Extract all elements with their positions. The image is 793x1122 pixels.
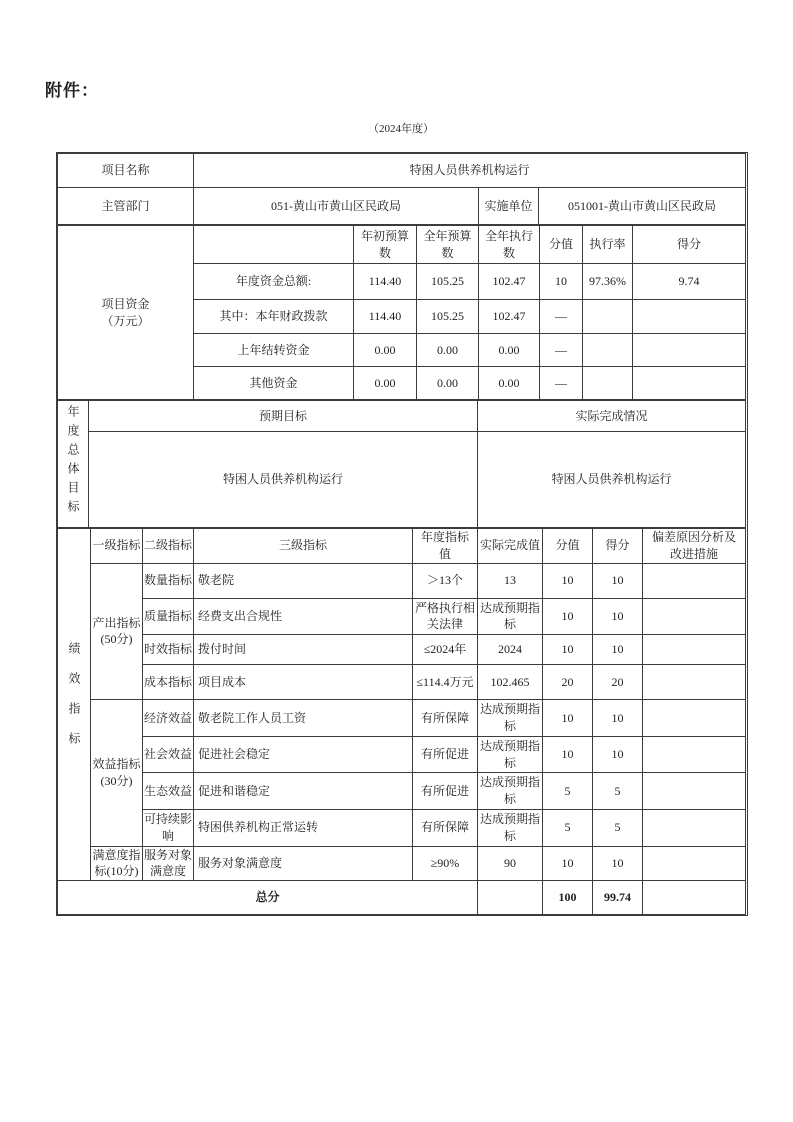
- funding-header-executed: 全年执行数: [479, 226, 540, 264]
- total-points-value: 99.74: [593, 881, 643, 915]
- indicator-actual: 102.465: [478, 665, 543, 700]
- dept-value: 051-黄山市黄山区民政局: [194, 188, 479, 225]
- funding-executed: 102.47: [479, 264, 540, 300]
- expected-goal-header: 预期目标: [89, 401, 478, 432]
- header-points: 得分: [593, 529, 643, 564]
- indicator-actual: 达成预期指标: [478, 773, 543, 810]
- indicator-level2: 数量指标: [143, 563, 194, 598]
- funding-row-label: 年度资金总额:: [194, 264, 354, 300]
- indicator-score: 10: [543, 736, 593, 773]
- indicator-score: 5: [543, 773, 593, 810]
- indicator-target: ≤2024年: [413, 635, 478, 665]
- funding-header-points: 得分: [633, 226, 746, 264]
- indicator-points: 10: [593, 635, 643, 665]
- funding-rate: 97.36%: [583, 264, 633, 300]
- funding-section-label: [58, 226, 194, 400]
- indicator-target: ≤114.4万元: [413, 665, 478, 700]
- funding-header-score: 分值: [540, 226, 583, 264]
- funding-initial-budget: 114.40: [354, 300, 417, 334]
- indicator-level3: 特困供养机构正常运转: [194, 809, 413, 846]
- empty-cell: [478, 881, 543, 915]
- funding-score: —: [540, 334, 583, 367]
- indicator-target: 有所保障: [413, 809, 478, 846]
- funding-initial-budget: 0.00: [354, 334, 417, 367]
- group-benefit-indicators: 效益指标(30分): [91, 700, 143, 846]
- header-level1: 一级指标: [91, 529, 143, 564]
- header-target: 年度指标值: [413, 529, 478, 564]
- empty-cell: [643, 635, 746, 665]
- funding-score: —: [540, 367, 583, 400]
- actual-completion-header: 实际完成情况: [478, 401, 746, 432]
- indicators-table: [57, 528, 746, 915]
- indicator-actual: 达成预期指标: [478, 809, 543, 846]
- impl-unit-label: 实施单位: [479, 188, 539, 225]
- dept-label: 主管部门: [58, 188, 194, 225]
- indicator-points: 10: [593, 598, 643, 635]
- funding-executed: 102.47: [479, 300, 540, 334]
- indicator-score: 10: [543, 635, 593, 665]
- indicator-target: 有所保障: [413, 700, 478, 737]
- project-name-label: 项目名称: [58, 154, 194, 188]
- indicator-level2: 服务对象满意度: [143, 846, 194, 881]
- indicator-score: 5: [543, 809, 593, 846]
- header-actual: 实际完成值: [478, 529, 543, 564]
- empty-cell: [583, 367, 633, 400]
- funding-label-line2: （万元）: [101, 313, 150, 328]
- indicator-level2: 时效指标: [143, 635, 194, 665]
- basic-info-table: [57, 153, 746, 225]
- indicator-level2: 可持续影响: [143, 809, 194, 846]
- empty-cell: [643, 665, 746, 700]
- funding-annual-budget: 105.25: [417, 300, 479, 334]
- indicator-level3: 项目成本: [194, 665, 413, 700]
- empty-cell: [194, 226, 354, 264]
- funding-annual-budget: 105.25: [417, 264, 479, 300]
- indicator-level3: 敬老院: [194, 563, 413, 598]
- empty-cell: [633, 334, 746, 367]
- empty-cell: [643, 563, 746, 598]
- impl-unit-value: 051001-黄山市黄山区民政局: [539, 188, 746, 225]
- indicator-actual: 达成预期指标: [478, 598, 543, 635]
- indicator-level2: 经济效益: [143, 700, 194, 737]
- empty-cell: [583, 334, 633, 367]
- indicator-score: 20: [543, 665, 593, 700]
- indicator-level3: 经费支出合规性: [194, 598, 413, 635]
- indicator-actual: 90: [478, 846, 543, 881]
- indicator-level3: 促进和谐稳定: [194, 773, 413, 810]
- header-level3: 三级指标: [194, 529, 413, 564]
- funding-executed: 0.00: [479, 367, 540, 400]
- indicator-target: 有所促进: [413, 773, 478, 810]
- funding-row-label: 其中：本年财政拨款: [194, 300, 354, 334]
- indicator-points: 5: [593, 773, 643, 810]
- indicators-vertical-text: 绩效指标: [67, 642, 81, 763]
- indicator-points: 10: [593, 563, 643, 598]
- header-score: 分值: [543, 529, 593, 564]
- indicator-level2: 生态效益: [143, 773, 194, 810]
- indicator-points: 20: [593, 665, 643, 700]
- funding-label-line1: 项目资金: [101, 296, 150, 311]
- indicator-level3: 拨付时间: [194, 635, 413, 665]
- funding-header-rate: 执行率: [583, 226, 633, 264]
- indicator-level3: 敬老院工作人员工资: [194, 700, 413, 737]
- empty-cell: [643, 773, 746, 810]
- actual-completion-value: 特困人员供养机构运行: [478, 432, 746, 528]
- funding-annual-budget: 0.00: [417, 367, 479, 400]
- indicator-target: 严格执行相关法律: [413, 598, 478, 635]
- indicator-score: 10: [543, 700, 593, 737]
- project-name-value: 特困人员供养机构运行: [194, 154, 746, 188]
- empty-cell: [643, 598, 746, 635]
- funding-header-annual-budget: 全年预算数: [417, 226, 479, 264]
- indicator-level3: 促进社会稳定: [194, 736, 413, 773]
- funding-initial-budget: 0.00: [354, 367, 417, 400]
- empty-cell: [643, 846, 746, 881]
- funding-initial-budget: 114.40: [354, 264, 417, 300]
- funding-header-initial-budget: 年初预算数: [354, 226, 417, 264]
- funding-executed: 0.00: [479, 334, 540, 367]
- indicator-actual: 达成预期指标: [478, 736, 543, 773]
- header-deviation: 偏差原因分析及改进措施: [643, 529, 746, 564]
- funding-annual-budget: 0.00: [417, 334, 479, 367]
- indicator-score: 10: [543, 598, 593, 635]
- empty-cell: [633, 367, 746, 400]
- indicator-points: 10: [593, 846, 643, 881]
- empty-cell: [643, 700, 746, 737]
- empty-cell: [643, 881, 746, 915]
- indicator-level2: 成本指标: [143, 665, 194, 700]
- indicator-score: 10: [543, 846, 593, 881]
- annual-goal-vertical-text: 年度总体目标: [66, 404, 80, 519]
- indicators-section-label: [58, 529, 91, 881]
- indicator-target: 有所促进: [413, 736, 478, 773]
- group-output-indicators: 产出指标(50分): [91, 563, 143, 700]
- indicator-points: 10: [593, 700, 643, 737]
- attachment-label: 附件：: [45, 81, 99, 100]
- indicator-level2: 质量指标: [143, 598, 194, 635]
- funding-points: 9.74: [633, 264, 746, 300]
- header-level2: 二级指标: [143, 529, 194, 564]
- empty-cell: [643, 809, 746, 846]
- indicator-target: ＞13个: [413, 563, 478, 598]
- indicator-actual: 达成预期指标: [478, 700, 543, 737]
- indicator-target: ≥90%: [413, 846, 478, 881]
- indicator-points: 5: [593, 809, 643, 846]
- funding-score: —: [540, 300, 583, 334]
- group-satisfaction-indicators: 满意度指标(10分): [91, 846, 143, 881]
- indicator-actual: 2024: [478, 635, 543, 665]
- funding-score: 10: [540, 264, 583, 300]
- funding-table: [57, 225, 746, 400]
- annual-goal-table: [57, 400, 746, 528]
- annual-goal-section-label: [58, 401, 89, 528]
- empty-cell: [633, 300, 746, 334]
- expected-goal-value: 特困人员供养机构运行: [89, 432, 478, 528]
- indicator-level3: 服务对象满意度: [194, 846, 413, 881]
- indicator-actual: 13: [478, 563, 543, 598]
- total-score-value: 100: [543, 881, 593, 915]
- funding-row-label: 其他资金: [194, 367, 354, 400]
- total-score-label: 总分: [58, 881, 478, 915]
- empty-cell: [643, 736, 746, 773]
- indicator-score: 10: [543, 563, 593, 598]
- indicator-points: 10: [593, 736, 643, 773]
- empty-cell: [583, 300, 633, 334]
- funding-row-label: 上年结转资金: [194, 334, 354, 367]
- year-subtitle: （2024年度）: [368, 123, 434, 135]
- indicator-level2: 社会效益: [143, 736, 194, 773]
- evaluation-table: [56, 152, 748, 916]
